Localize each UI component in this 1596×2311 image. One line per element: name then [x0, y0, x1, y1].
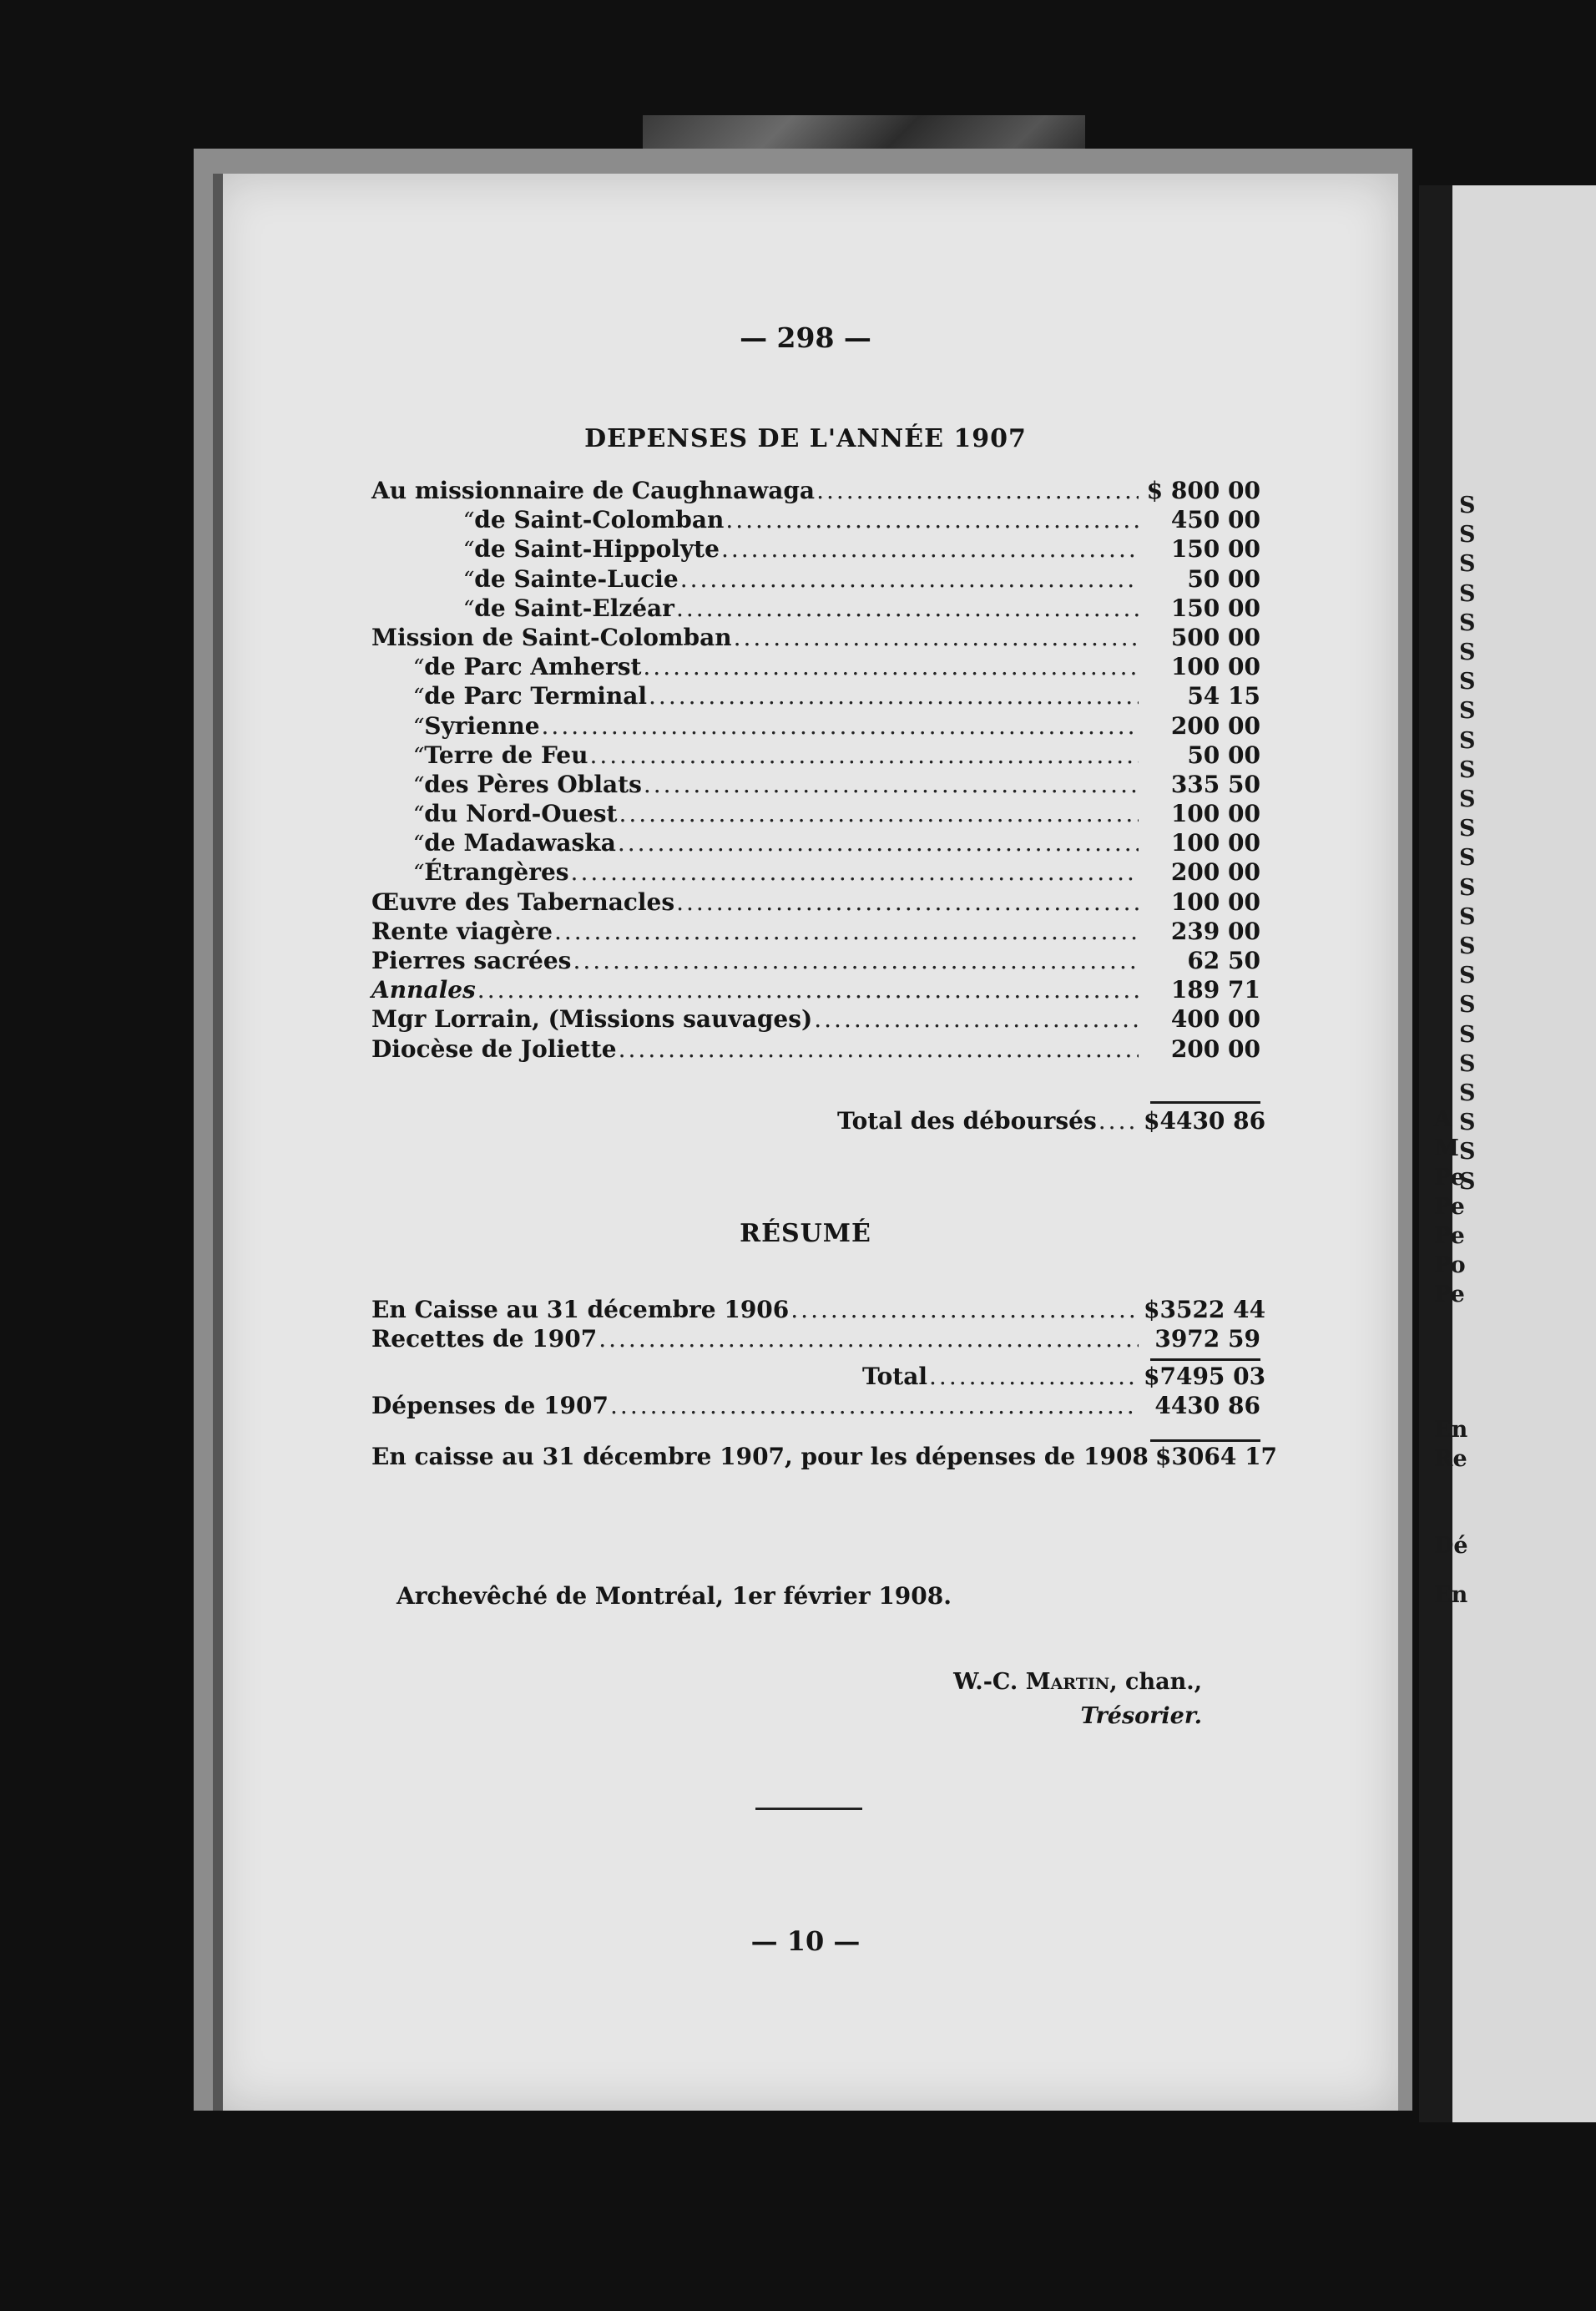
expenses-heading: DEPENSES DE L'ANNÉE 1907 [584, 424, 1027, 453]
facing-page-fragment: S [1459, 992, 1476, 1019]
ditto-mark: “ [463, 596, 475, 622]
facing-page-fragment: Re [1434, 1446, 1467, 1472]
leader-dots [721, 534, 1139, 564]
facing-page [1434, 185, 1596, 2122]
expense-amount: 54 15 [1187, 682, 1260, 710]
facing-page-fragment: Pe [1434, 1165, 1465, 1191]
ditto-mark: “ [413, 832, 425, 857]
expense-total-amount: $4430 86 [1144, 1107, 1266, 1135]
facing-page-fragment: S [1459, 1168, 1476, 1195]
expense-amount: 100 00 [1170, 653, 1260, 681]
facing-page-fragment: S [1459, 609, 1476, 636]
facing-page-fragment: S [1459, 1050, 1476, 1077]
summary-total-label: Total [862, 1363, 928, 1390]
final-balance-row [371, 1442, 1278, 1471]
expense-row [371, 975, 1260, 1004]
expense-label: de Sainte-Lucie [474, 564, 679, 593]
facing-page-fragment: S [1459, 903, 1476, 930]
closing-rule [755, 1808, 862, 1810]
expense-row [371, 857, 1260, 887]
signature-suffix: , chan., [1109, 1669, 1202, 1695]
expense-total-block [371, 1106, 1266, 1135]
leader-dots [589, 741, 1139, 770]
signature-prefix: W.-C. [953, 1669, 1026, 1695]
summary-list [371, 1295, 1266, 1353]
leader-dots [477, 975, 1139, 1004]
expense-amount: 100 00 [1170, 887, 1260, 916]
summary-total-row [371, 1362, 1266, 1391]
leader-dots [554, 917, 1139, 946]
expense-label: Rente viagère [371, 917, 553, 945]
summary-amount: $3522 44 [1144, 1296, 1266, 1323]
ditto-mark: “ [413, 714, 425, 740]
leader-dots [676, 594, 1139, 623]
expense-label: Annales [371, 976, 476, 1004]
facing-page-fragment: S [1459, 874, 1476, 901]
expense-label: Pierres sacrées [371, 947, 572, 974]
facing-page-fragment: S [1459, 522, 1476, 549]
facing-page-fragment: S [1459, 640, 1476, 665]
expense-amount: 100 00 [1170, 800, 1260, 828]
expense-row [371, 1004, 1260, 1034]
facing-page-fragment: A [1434, 1106, 1452, 1132]
expense-row [371, 917, 1260, 946]
summary-row [371, 1324, 1260, 1353]
expense-row [371, 741, 1260, 770]
expense-row [371, 594, 1260, 623]
facing-page-fragment: Pe [1434, 1194, 1465, 1220]
leader-dots [680, 564, 1139, 594]
facing-page-fragment: S [1459, 1021, 1476, 1048]
expense-label: de Saint-Hippolyte [474, 535, 720, 564]
expense-amount: 335 50 [1170, 770, 1260, 798]
expense-label: Mission de Saint-Colomban [371, 623, 732, 651]
expense-label: de Saint-Colomban [474, 506, 725, 534]
expense-amount: 200 00 [1170, 1034, 1260, 1063]
expense-row [371, 623, 1260, 652]
leader-dots [571, 857, 1139, 887]
facing-page-fragment: S [1459, 669, 1476, 695]
summary-heading: RÉSUMÉ [740, 1219, 871, 1248]
bottom-page-number: — 10 — [750, 1925, 861, 1957]
facing-page-fragment: S [1459, 963, 1476, 989]
expense-amount: 100 00 [1170, 829, 1260, 857]
signature-block [953, 1669, 1202, 1729]
leader-dots [598, 1324, 1139, 1353]
facing-page-fragment: S [1459, 845, 1476, 872]
depenses-row [371, 1391, 1260, 1420]
final-balance-block [371, 1442, 1278, 1471]
facing-page-fragment: S [1459, 493, 1476, 518]
facing-page-fragment: S [1459, 1110, 1476, 1136]
facing-page-fragment: S [1459, 1139, 1476, 1166]
leader-dots [619, 1034, 1139, 1064]
ditto-mark: “ [463, 567, 475, 593]
leader-dots [816, 476, 1139, 505]
summary-label: Recettes de 1907 [371, 1325, 598, 1353]
signature-name: Martin [1025, 1669, 1110, 1695]
leader-dots [542, 711, 1139, 741]
expense-row [371, 770, 1260, 799]
facing-page-fragment: Pe [1434, 1223, 1465, 1249]
expense-total-row [371, 1106, 1266, 1135]
facing-page-fragment: Po [1434, 1252, 1466, 1278]
expense-label: Syrienne [424, 711, 540, 740]
leader-dots [573, 946, 1139, 975]
leader-dots [676, 887, 1139, 917]
facing-page-fragment: S [1459, 933, 1476, 959]
ditto-mark: “ [413, 772, 425, 798]
leader-dots [814, 1004, 1139, 1034]
expense-amount: 200 00 [1170, 858, 1260, 887]
leader-dots [618, 828, 1139, 857]
expense-amount: 62 50 [1187, 947, 1260, 974]
expense-row [371, 828, 1260, 857]
expense-amount: 50 00 [1187, 741, 1260, 769]
expense-label: Œuvre des Tabernacles [371, 887, 675, 916]
expense-label: Diocèse de Joliette [371, 1034, 617, 1063]
final-balance-label: En caisse au 31 décembre 1907, pour les dépenses de 1908 [371, 1443, 1149, 1470]
expense-row [371, 887, 1260, 917]
facing-page-fragment: M [1434, 1135, 1459, 1161]
expense-amount: 189 71 [1170, 976, 1260, 1004]
expense-label: Au missionnaire de Caughnawaga [371, 477, 816, 504]
leader-dots [649, 681, 1139, 710]
facing-page-fragment: S [1459, 816, 1476, 842]
expense-amount: 150 00 [1170, 594, 1260, 622]
expense-row [371, 799, 1260, 828]
expense-label: de Saint-Elzéar [474, 594, 674, 622]
leader-dots [929, 1362, 1139, 1391]
place-date-line: Archevêché de Montréal, 1er février 1908. [396, 1582, 952, 1610]
expense-list [371, 476, 1260, 1064]
expense-label: des Pères Oblats [424, 770, 642, 798]
expense-row [371, 681, 1260, 710]
expense-amount: 200 00 [1170, 711, 1260, 740]
leader-dots [610, 1391, 1139, 1420]
expense-row [371, 505, 1260, 534]
leader-dots [790, 1295, 1139, 1324]
expense-total-label: Total des déboursés [837, 1107, 1097, 1135]
facing-page-fragment: S [1459, 727, 1476, 754]
facing-page-fragment: En [1434, 1582, 1468, 1608]
summary-row [371, 1295, 1266, 1324]
summary-total-amount: $7495 03 [1144, 1363, 1266, 1390]
expense-amount: 400 00 [1170, 1005, 1260, 1034]
facing-page-fragment: En [1434, 1417, 1468, 1443]
document-page [213, 174, 1398, 2111]
leader-dots [619, 799, 1139, 828]
expense-label: Terre de Feu [424, 741, 588, 769]
ditto-mark: “ [413, 685, 425, 710]
leader-dots [644, 770, 1139, 799]
expense-row [371, 534, 1260, 564]
ditto-mark: “ [463, 508, 475, 534]
facing-page-fragment: Pe [1434, 1282, 1465, 1307]
depenses-label: Dépenses de 1907 [371, 1392, 609, 1420]
facing-page-fragment: S [1459, 698, 1476, 725]
signature-title: Trésorier. [1080, 1703, 1202, 1729]
expense-label: du Nord-Ouest [424, 800, 618, 828]
expense-row [371, 1034, 1260, 1064]
ditto-mark: “ [413, 861, 425, 887]
expense-row [371, 711, 1260, 741]
top-page-number: — 298 — [740, 321, 871, 354]
expense-row [371, 652, 1260, 681]
ditto-mark: “ [463, 538, 475, 564]
ditto-mark: “ [413, 802, 425, 828]
summary-label: En Caisse au 31 décembre 1906 [371, 1296, 790, 1323]
leader-dots [734, 623, 1139, 652]
expense-amount: 450 00 [1170, 506, 1260, 534]
final-balance-amount: $3064 17 [1154, 1443, 1278, 1470]
expense-amount: $ 800 00 [1146, 477, 1260, 504]
leader-dots [643, 652, 1139, 681]
expense-amount: 150 00 [1170, 535, 1260, 564]
expense-row [371, 564, 1260, 594]
page-left-edge [213, 174, 223, 2111]
expense-amount: 500 00 [1170, 623, 1260, 651]
depenses-amount: 4430 86 [1154, 1392, 1260, 1420]
expense-label: de Madawaska [424, 829, 616, 857]
facing-page-fragment: S [1459, 1080, 1476, 1106]
ditto-mark: “ [413, 655, 425, 681]
facing-page-fragment: Dé [1434, 1533, 1468, 1559]
summary-total-block [371, 1362, 1266, 1420]
expense-amount: 239 00 [1170, 917, 1260, 945]
total-rule [1150, 1101, 1260, 1104]
expense-label: de Parc Amherst [424, 653, 642, 681]
leader-dots [1099, 1106, 1139, 1135]
expense-label: de Parc Terminal [424, 682, 648, 710]
facing-page-fragment: S [1459, 786, 1476, 812]
facing-page-fragment: S [1459, 551, 1476, 578]
leader-dots [725, 505, 1139, 534]
expense-amount: 50 00 [1187, 564, 1260, 593]
facing-page-fragment: S [1459, 756, 1476, 783]
summary-amount: 3972 59 [1154, 1325, 1260, 1353]
expense-row [371, 946, 1260, 975]
expense-label: Mgr Lorrain, (Missions sauvages) [371, 1005, 813, 1034]
facing-page-fragment: S [1459, 580, 1476, 607]
summary-rule [1150, 1358, 1260, 1361]
ditto-mark: “ [413, 743, 425, 769]
expense-row [371, 476, 1260, 505]
expense-label: Étrangères [424, 858, 569, 887]
